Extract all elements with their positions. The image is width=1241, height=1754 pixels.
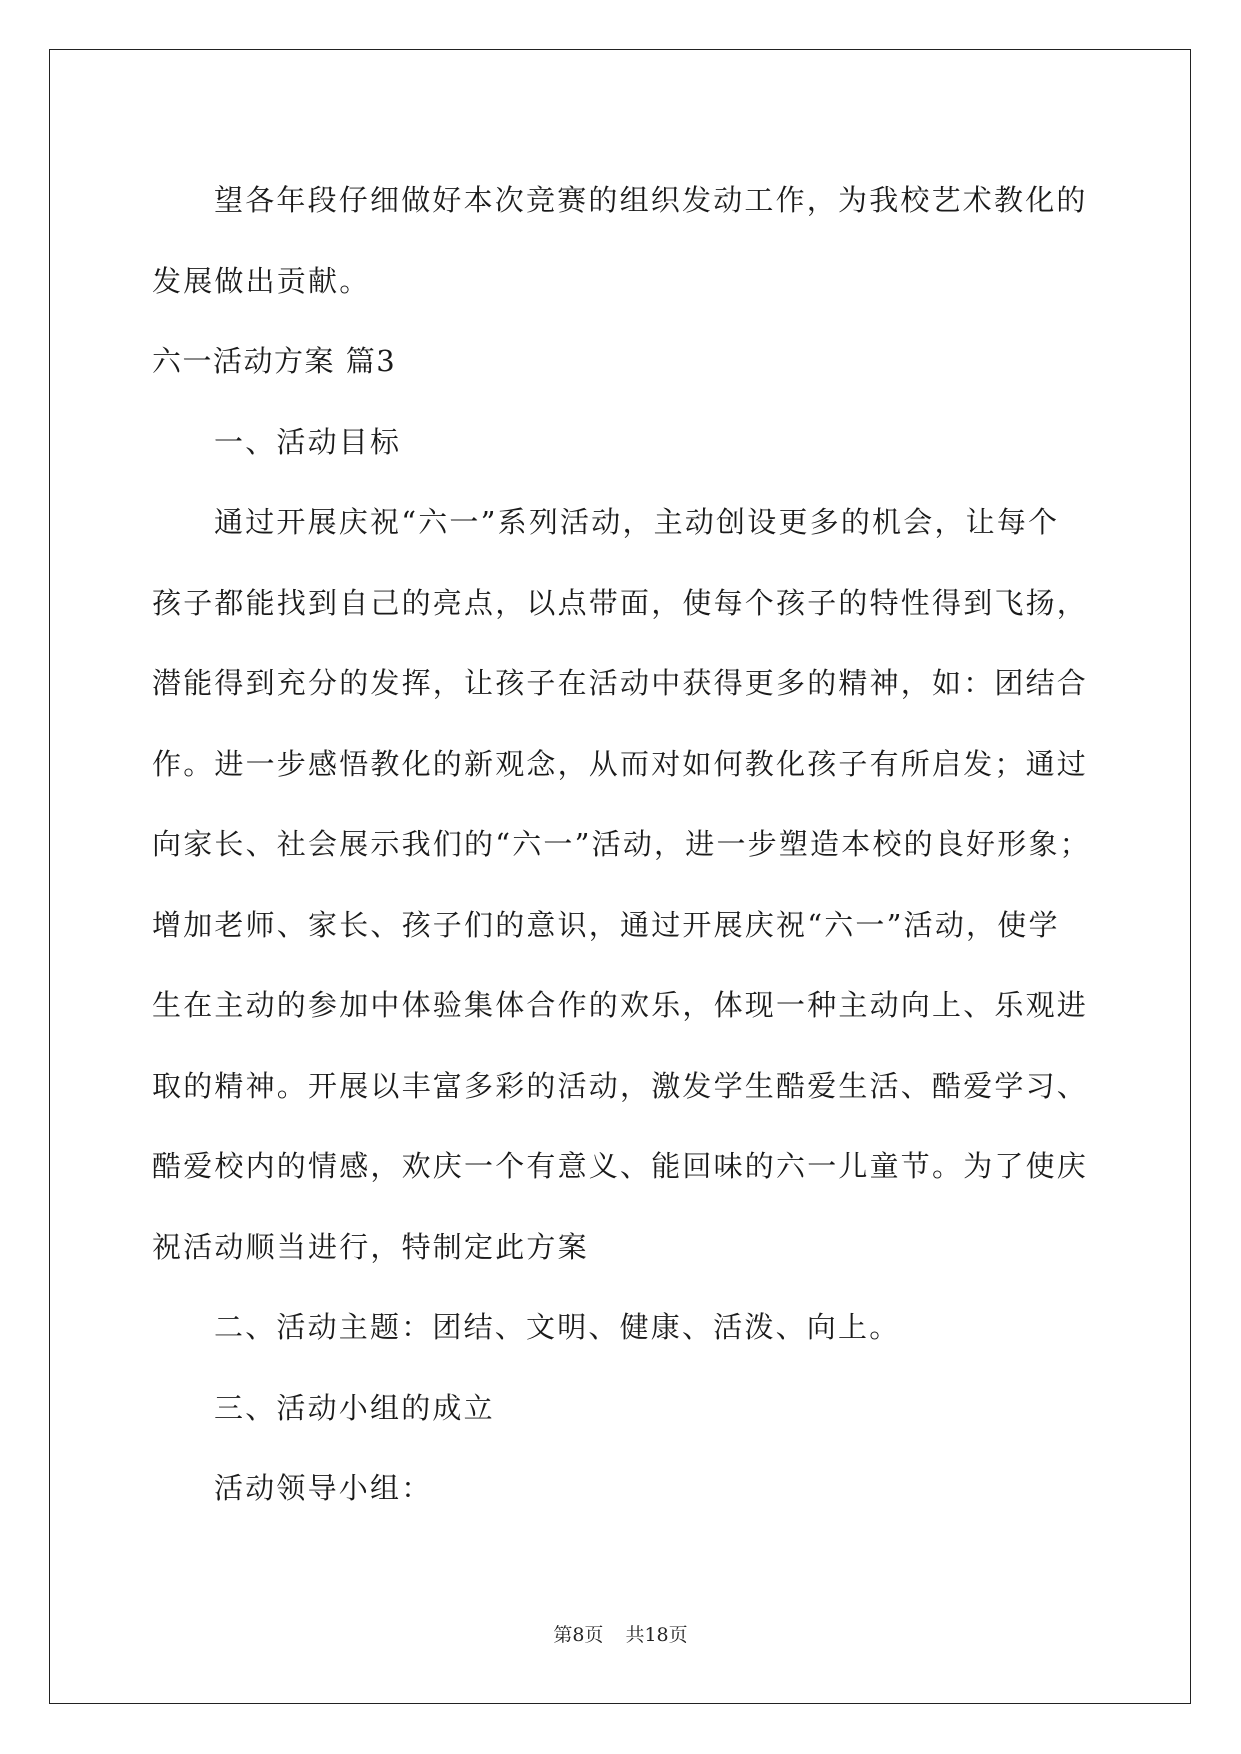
paragraph-line: 活动领导小组： [214,1471,433,1505]
document-body [152,160,1092,1529]
paragraph-line: 发展做出贡献。 [152,263,371,298]
page-number: 第8页 [553,1624,604,1646]
page-total: 共18页 [625,1624,688,1646]
paragraph-line: 作。进一步感悟教化的新观念，从而对如何教化孩子有所启发；通过 [152,746,1089,781]
subsection-heading: 一、活动目标 [214,424,402,459]
paragraph-line: 取的精神。开展以丰富多彩的活动，激发学生酷爱生活、酷爱学习、 [152,1068,1089,1103]
paragraph-line: 祝活动顺当进行，特制定此方案 [152,1229,589,1264]
paragraph-line: 生在主动的参加中体验集体合作的欢乐，体现一种主动向上、乐观进 [152,988,1089,1022]
page-footer [0,1620,1241,1647]
paragraph-line: 向家长、社会展示我们的“六一”活动，进一步塑造本校的良好形象； [152,827,1091,861]
paragraph-line: 增加老师、家长、孩子们的意识，通过开展庆祝“六一”活动，使学 [152,907,1060,942]
subsection-heading: 三、活动小组的成立 [214,1390,495,1425]
paragraph-line: 酷爱校内的情感，欢庆一个有意义、能回味的六一儿童节。为了使庆 [152,1149,1089,1183]
paragraph-line: 孩子都能找到自己的亮点，以点带面，使每个孩子的特性得到飞扬， [152,585,1089,620]
paragraph-line: 通过开展庆祝“六一”系列活动，主动创设更多的机会，让每个 [214,505,1060,539]
paragraph-line: 望各年段仔细做好本次竞赛的组织发动工作，为我校艺术教化的 [214,183,1088,217]
subsection-heading: 二、活动主题：团结、文明、健康、活泼、向上。 [214,1310,901,1344]
section-heading: 六一活动方案 篇3 [152,344,397,378]
paragraph-line: 潜能得到充分的发挥，让孩子在活动中获得更多的精神，如：团结合 [152,666,1089,700]
